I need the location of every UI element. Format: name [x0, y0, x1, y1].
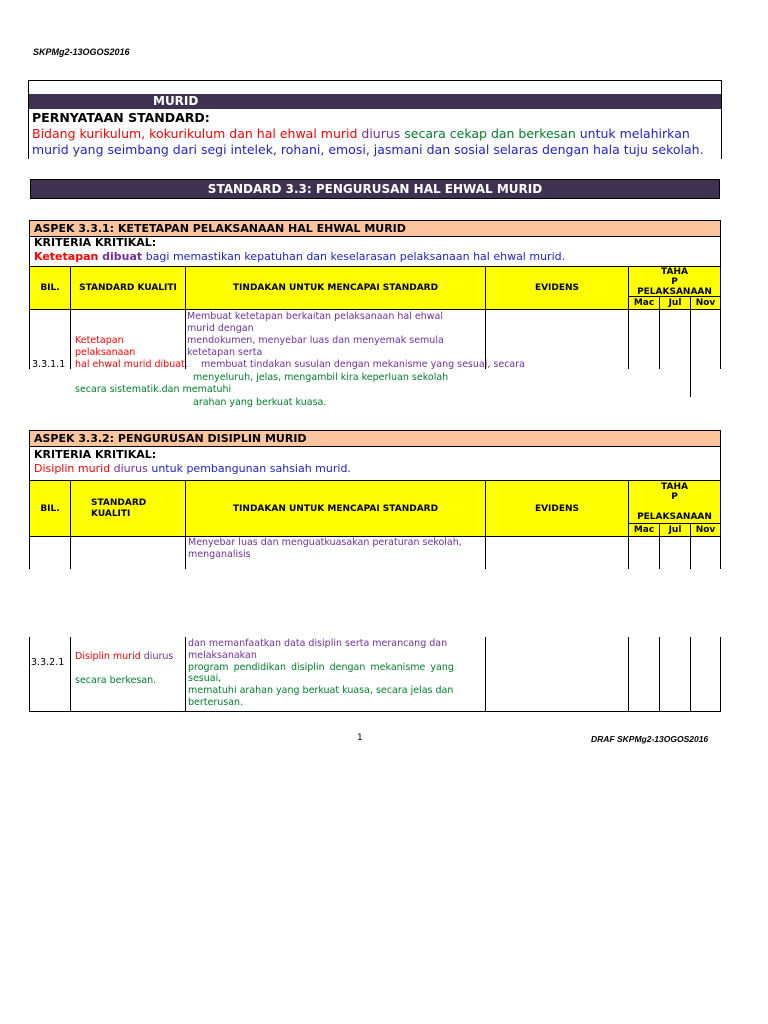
aspek1-row-tindakan-overflow: membuat tindakan susulan dengan mekanisme yang sesuai, secara — [201, 359, 525, 370]
aspek2-title: ASPEK 3.3.2: PENGURUSAN DISIPLIN MURID — [29, 430, 721, 447]
murid-title: MURID — [153, 94, 199, 108]
aspek1-kriteria — [29, 236, 721, 266]
footer-code: DRAF SKPMg2-13OGOS2016 — [591, 734, 709, 744]
aspek1-kriteria-label: KRITERIA KRITIKAL: — [34, 236, 157, 249]
murid-section — [28, 80, 722, 159]
aspek1-kriteria-text: Ketetapan dibuat bagi memastikan kepatuhan dan keselarasan pelaksanaan hal ehwal murid. — [34, 250, 566, 263]
aspek1-header-jul: Jul — [659, 296, 691, 310]
murid-title-bar — [29, 94, 721, 109]
aspek2-header-evidens: EVIDENS — [485, 480, 629, 537]
aspek2-row-tindakan: dan memanfaatkan data disiplin serta merancang dan melaksanakan program pendidikan disiplin dengan mekanisme yang sesuai, mematuhi arahan yang berkuat kuasa, secara jelas dan berterusan. — [188, 638, 454, 708]
aspek2-header-mac: Mac — [628, 523, 660, 537]
aspek1-title: ASPEK 3.3.1: KETETAPAN PELAKSANAAN HAL EHWAL MURID — [29, 220, 721, 237]
aspek2-header-tahap: TAHA P PELAKSANAAN — [628, 480, 721, 524]
aspek1-header-nov: Nov — [690, 296, 721, 310]
aspek2-kriteria-label: KRITERIA KRITIKAL: — [34, 448, 157, 461]
pernyataan-line-1: Bidang kurikulum, kokurikulum dan hal ehwal murid diurus secara cekap dan berkesan untuk melahirkan — [32, 126, 690, 141]
aspek1-header-standard-kualiti: STANDARD KUALITI — [70, 266, 186, 310]
aspek1-row-bil: 3.3.1.1 — [32, 359, 66, 370]
aspek2-header-jul: Jul — [659, 523, 691, 537]
aspek1-row-tindakan-l7: secara sistematik.dan mematuhi — [75, 384, 232, 395]
aspek1-row-kualiti: Ketetapan pelaksanaan hal ehwal murid dibuat. — [75, 335, 188, 370]
aspek1-header-mac: Mac — [628, 296, 660, 310]
aspek2-row-tindakan-top: Menyebar luas dan menguatkuasakan peraturan sekolah, menganalisis — [188, 537, 462, 560]
aspek2-kriteria-text: Disiplin murid diurus untuk pembangunan sahsiah murid. — [34, 462, 351, 475]
aspek1-row-tindakan: Membuat ketetapan berkaitan pelaksanaan hal ehwal murid dengan mendokumen, menyebar luas dan menyemak semula ketetapan serta — [187, 311, 444, 358]
aspek1-header-bil: BIL. — [29, 266, 71, 310]
document-code: SKPMg2-13OGOS2016 — [33, 47, 130, 57]
aspek1-row-tindakan-l8: arahan yang berkuat kuasa. — [193, 397, 327, 408]
aspek2-header-standard-kualiti: STANDARD KUALITI — [70, 480, 186, 537]
standard-bar — [30, 179, 720, 199]
aspek1-header-evidens: EVIDENS — [485, 266, 629, 310]
pernyataan-label: PERNYATAAN STANDARD: — [32, 110, 210, 125]
aspek1-header-tahap: TAHA P PELAKSANAAN — [628, 266, 721, 297]
aspek1-header-tindakan: TINDAKAN UNTUK MENCAPAI STANDARD — [185, 266, 486, 310]
page-number: 1 — [357, 733, 363, 743]
aspek2-header-tindakan: TINDAKAN UNTUK MENCAPAI STANDARD — [185, 480, 486, 537]
aspek1-row-tindakan-l6: menyeluruh, jelas, mengambil kira keperluan sekolah — [193, 372, 449, 383]
aspek2-kriteria — [29, 446, 721, 480]
aspek2-header-nov: Nov — [690, 523, 721, 537]
aspek2-row-kualiti-1: Disiplin murid diurus — [75, 651, 174, 662]
pernyataan-line-2: murid yang seimbang dari segi intelek, rohani, emosi, jasmani dan sosial selaras dengan hala tuju sekolah. — [32, 142, 704, 157]
aspek2-header-bil: BIL. — [29, 480, 71, 537]
standard-title: STANDARD 3.3: PENGURUSAN HAL EHWAL MURID — [207, 182, 543, 196]
aspek2-row-bil: 3.3.2.1 — [31, 657, 65, 668]
aspek2-row-kualiti-2: secara berkesan. — [75, 675, 157, 686]
